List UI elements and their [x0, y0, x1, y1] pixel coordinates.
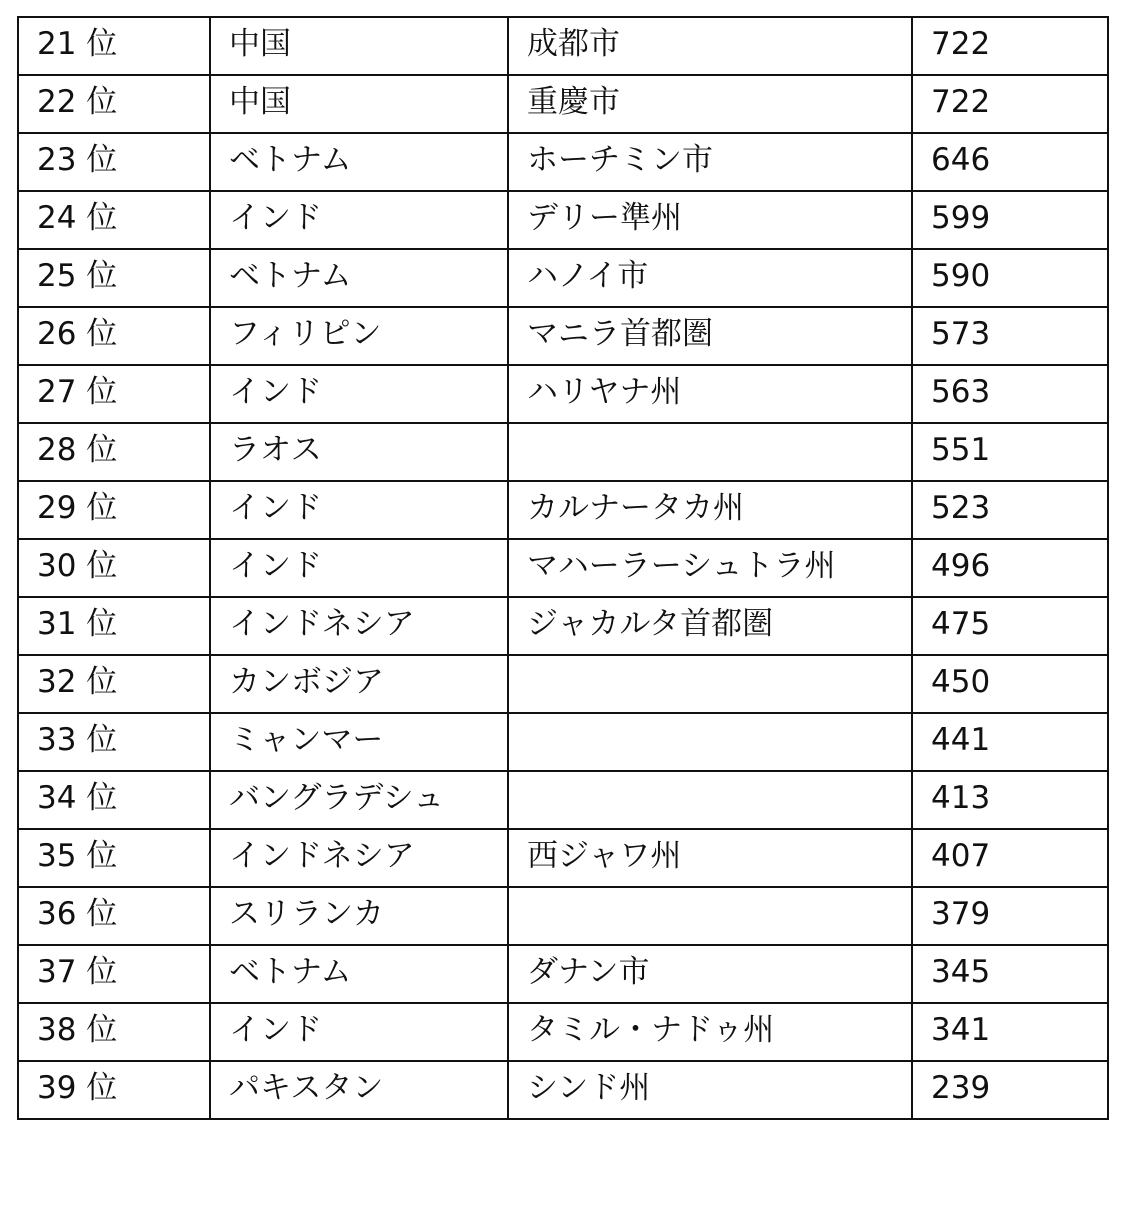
table-row: [18, 597, 1108, 655]
country-cell: パキスタン: [210, 1061, 508, 1119]
table-row: [18, 887, 1108, 945]
region-cell: ハリヤナ州: [508, 365, 912, 423]
country-cell: ベトナム: [210, 249, 508, 307]
rank-cell: 28 位: [18, 423, 210, 481]
table-row: [18, 771, 1108, 829]
region-cell: [508, 713, 912, 771]
rank-cell: 29 位: [18, 481, 210, 539]
value-cell: 573: [912, 307, 1108, 365]
table-row: [18, 133, 1108, 191]
region-cell: シンド州: [508, 1061, 912, 1119]
country-cell: フィリピン: [210, 307, 508, 365]
table-row: [18, 17, 1108, 75]
country-cell: インド: [210, 1003, 508, 1061]
rank-cell: 34 位: [18, 771, 210, 829]
rank-cell: 23 位: [18, 133, 210, 191]
value-cell: 722: [912, 17, 1108, 75]
rank-cell: 39 位: [18, 1061, 210, 1119]
value-cell: 441: [912, 713, 1108, 771]
value-cell: 413: [912, 771, 1108, 829]
table-row: [18, 1061, 1108, 1119]
table-row: [18, 829, 1108, 887]
ranking-table: [17, 16, 1109, 1120]
table-row: [18, 945, 1108, 1003]
country-cell: インドネシア: [210, 597, 508, 655]
value-cell: 722: [912, 75, 1108, 133]
value-cell: 450: [912, 655, 1108, 713]
region-cell: 重慶市: [508, 75, 912, 133]
table-row: [18, 481, 1108, 539]
rank-cell: 24 位: [18, 191, 210, 249]
value-cell: 379: [912, 887, 1108, 945]
rank-cell: 26 位: [18, 307, 210, 365]
region-cell: [508, 655, 912, 713]
value-cell: 239: [912, 1061, 1108, 1119]
country-cell: 中国: [210, 17, 508, 75]
country-cell: インド: [210, 191, 508, 249]
value-cell: 496: [912, 539, 1108, 597]
value-cell: 475: [912, 597, 1108, 655]
region-cell: [508, 423, 912, 481]
rank-cell: 36 位: [18, 887, 210, 945]
value-cell: 599: [912, 191, 1108, 249]
value-cell: 590: [912, 249, 1108, 307]
country-cell: インドネシア: [210, 829, 508, 887]
region-cell: カルナータカ州: [508, 481, 912, 539]
value-cell: 341: [912, 1003, 1108, 1061]
region-cell: [508, 887, 912, 945]
rank-cell: 30 位: [18, 539, 210, 597]
region-cell: タミル・ナドゥ州: [508, 1003, 912, 1061]
country-cell: ミャンマー: [210, 713, 508, 771]
country-cell: カンボジア: [210, 655, 508, 713]
rank-cell: 32 位: [18, 655, 210, 713]
region-cell: ジャカルタ首都圏: [508, 597, 912, 655]
value-cell: 563: [912, 365, 1108, 423]
country-cell: インド: [210, 365, 508, 423]
rank-cell: 27 位: [18, 365, 210, 423]
table-row: [18, 713, 1108, 771]
country-cell: 中国: [210, 75, 508, 133]
country-cell: インド: [210, 539, 508, 597]
country-cell: ベトナム: [210, 133, 508, 191]
country-cell: スリランカ: [210, 887, 508, 945]
region-cell: ハノイ市: [508, 249, 912, 307]
rank-cell: 35 位: [18, 829, 210, 887]
rank-cell: 33 位: [18, 713, 210, 771]
country-cell: ベトナム: [210, 945, 508, 1003]
region-cell: ダナン市: [508, 945, 912, 1003]
country-cell: バングラデシュ: [210, 771, 508, 829]
table-row: [18, 655, 1108, 713]
country-cell: インド: [210, 481, 508, 539]
rank-cell: 37 位: [18, 945, 210, 1003]
value-cell: 345: [912, 945, 1108, 1003]
region-cell: マハーラーシュトラ州: [508, 539, 912, 597]
region-cell: 西ジャワ州: [508, 829, 912, 887]
table-row: [18, 1003, 1108, 1061]
country-cell: ラオス: [210, 423, 508, 481]
region-cell: デリー準州: [508, 191, 912, 249]
table-row: [18, 539, 1108, 597]
table-row: [18, 75, 1108, 133]
value-cell: 646: [912, 133, 1108, 191]
rank-cell: 21 位: [18, 17, 210, 75]
value-cell: 407: [912, 829, 1108, 887]
rank-cell: 22 位: [18, 75, 210, 133]
rank-cell: 38 位: [18, 1003, 210, 1061]
table-row: [18, 423, 1108, 481]
table-row: [18, 249, 1108, 307]
region-cell: [508, 771, 912, 829]
region-cell: マニラ首都圏: [508, 307, 912, 365]
value-cell: 523: [912, 481, 1108, 539]
table-row: [18, 365, 1108, 423]
rank-cell: 25 位: [18, 249, 210, 307]
region-cell: ホーチミン市: [508, 133, 912, 191]
value-cell: 551: [912, 423, 1108, 481]
ranking-table-body: [18, 17, 1108, 1119]
table-row: [18, 307, 1108, 365]
region-cell: 成都市: [508, 17, 912, 75]
rank-cell: 31 位: [18, 597, 210, 655]
table-row: [18, 191, 1108, 249]
